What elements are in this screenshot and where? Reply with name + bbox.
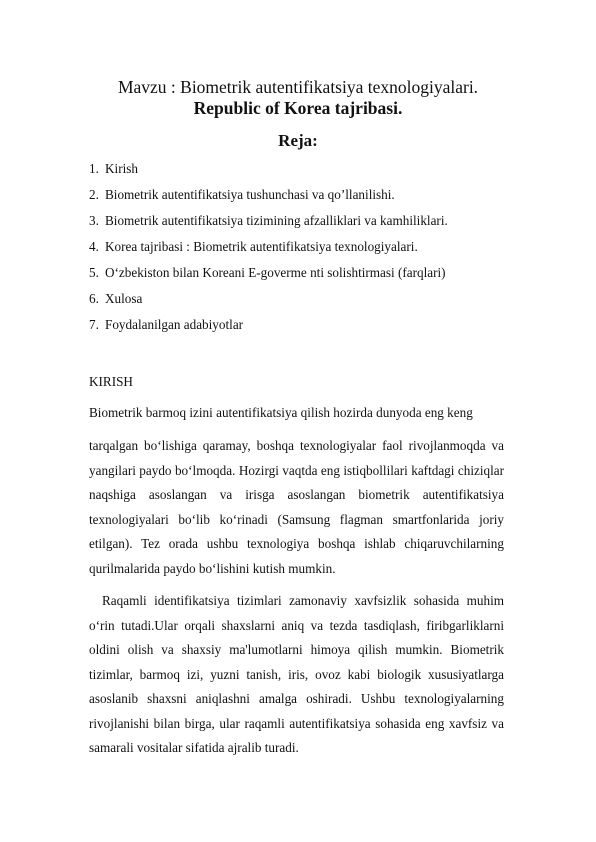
- intro-paragraph: tarqalgan bo‘lishiga qaramay, boshqa texnologiyalar faol rivojlanmoqda va yangilari paydo bo‘lmoqda. Hozirgi vaqtda eng istiqbollilari kaftdagi chiziqlar naqshiga asoslangan va irisga asoslangan biometrik autentifikatsiya texnologiyalari bo‘lib ko‘rinadi (Samsung flagman smartfonlarida joriy etilgan). Tez orada ushbu texnologiya boshqa ishlab chiqaruvchilarning qurilmalarida paydo bo‘lishini kutish mumkin.: [89, 438, 504, 576]
- plan-item: [89, 290, 448, 316]
- plan-item-text: Korea tajribasi : Biometrik autentifikatsiya texnologiyalari.: [105, 239, 418, 254]
- plan-item-number: 6.: [89, 291, 99, 306]
- plan-item-number: 7.: [89, 317, 99, 332]
- intro-paragraph: Raqamli identifikatsiya tizimlari zamonaviy xavfsizlik sohasida muhim o‘rin tutadi.Ular orqali shaxslarni aniq va tezda tasdiqlash, firibgarliklarni oldini olish va shaxsiy ma'lumotlarni himoya qilish mumkin. Biometrik tizimlar, barmoq izi, yuzni tanish, iris, ovoz kabi biologik xususiyatlarga asoslanib shaxsni aniqlashni amalga oshiradi. Ushbu texnologiyalarning rivojlanishi bilan birga, ular raqamli autentifikatsiya sohasida eng xavfsiz va samarali vositalar sifatida ajralib turadi.: [89, 593, 504, 755]
- plan-item-number: 1.: [89, 161, 99, 176]
- plan-item: [89, 238, 448, 264]
- plan-item-number: 4.: [89, 239, 99, 254]
- document-title: Mavzu : Biometrik autentifikatsiya texnologiyalari.: [117, 77, 479, 97]
- plan-item-number: 2.: [89, 187, 99, 202]
- plan-item-text: Biometrik autentifikatsiya tizimining afzalliklari va kamhiliklari.: [105, 213, 448, 228]
- plan-item-text: Foydalanilgan adabiyotlar: [105, 317, 244, 332]
- plan-item-number: 3.: [89, 213, 99, 228]
- plan-item: [89, 186, 448, 212]
- plan-heading: Reja:: [278, 131, 318, 150]
- plan-item-text: Biometrik autentifikatsiya tushunchasi va qo’llanilishi.: [105, 187, 395, 202]
- intro-first-line: Biometrik barmoq izini autentifikatsiya qilish hozirda dunyoda eng keng: [89, 405, 473, 420]
- plan-item-text: Kirish: [105, 161, 138, 176]
- plan-item: [89, 212, 448, 238]
- plan-item: [89, 316, 448, 342]
- document-subtitle: Republic of Korea tajribasi.: [193, 98, 403, 118]
- plan-item-number: 5.: [89, 265, 99, 280]
- section-heading: KIRISH: [89, 374, 133, 389]
- plan-item-text: Xulosa: [105, 291, 143, 306]
- plan-item: [89, 160, 448, 186]
- plan-list: [89, 160, 448, 342]
- plan-item-text: O‘zbekiston bilan Koreani E-goverme nti solishtirmasi (farqlari): [105, 265, 446, 280]
- plan-item: [89, 264, 448, 290]
